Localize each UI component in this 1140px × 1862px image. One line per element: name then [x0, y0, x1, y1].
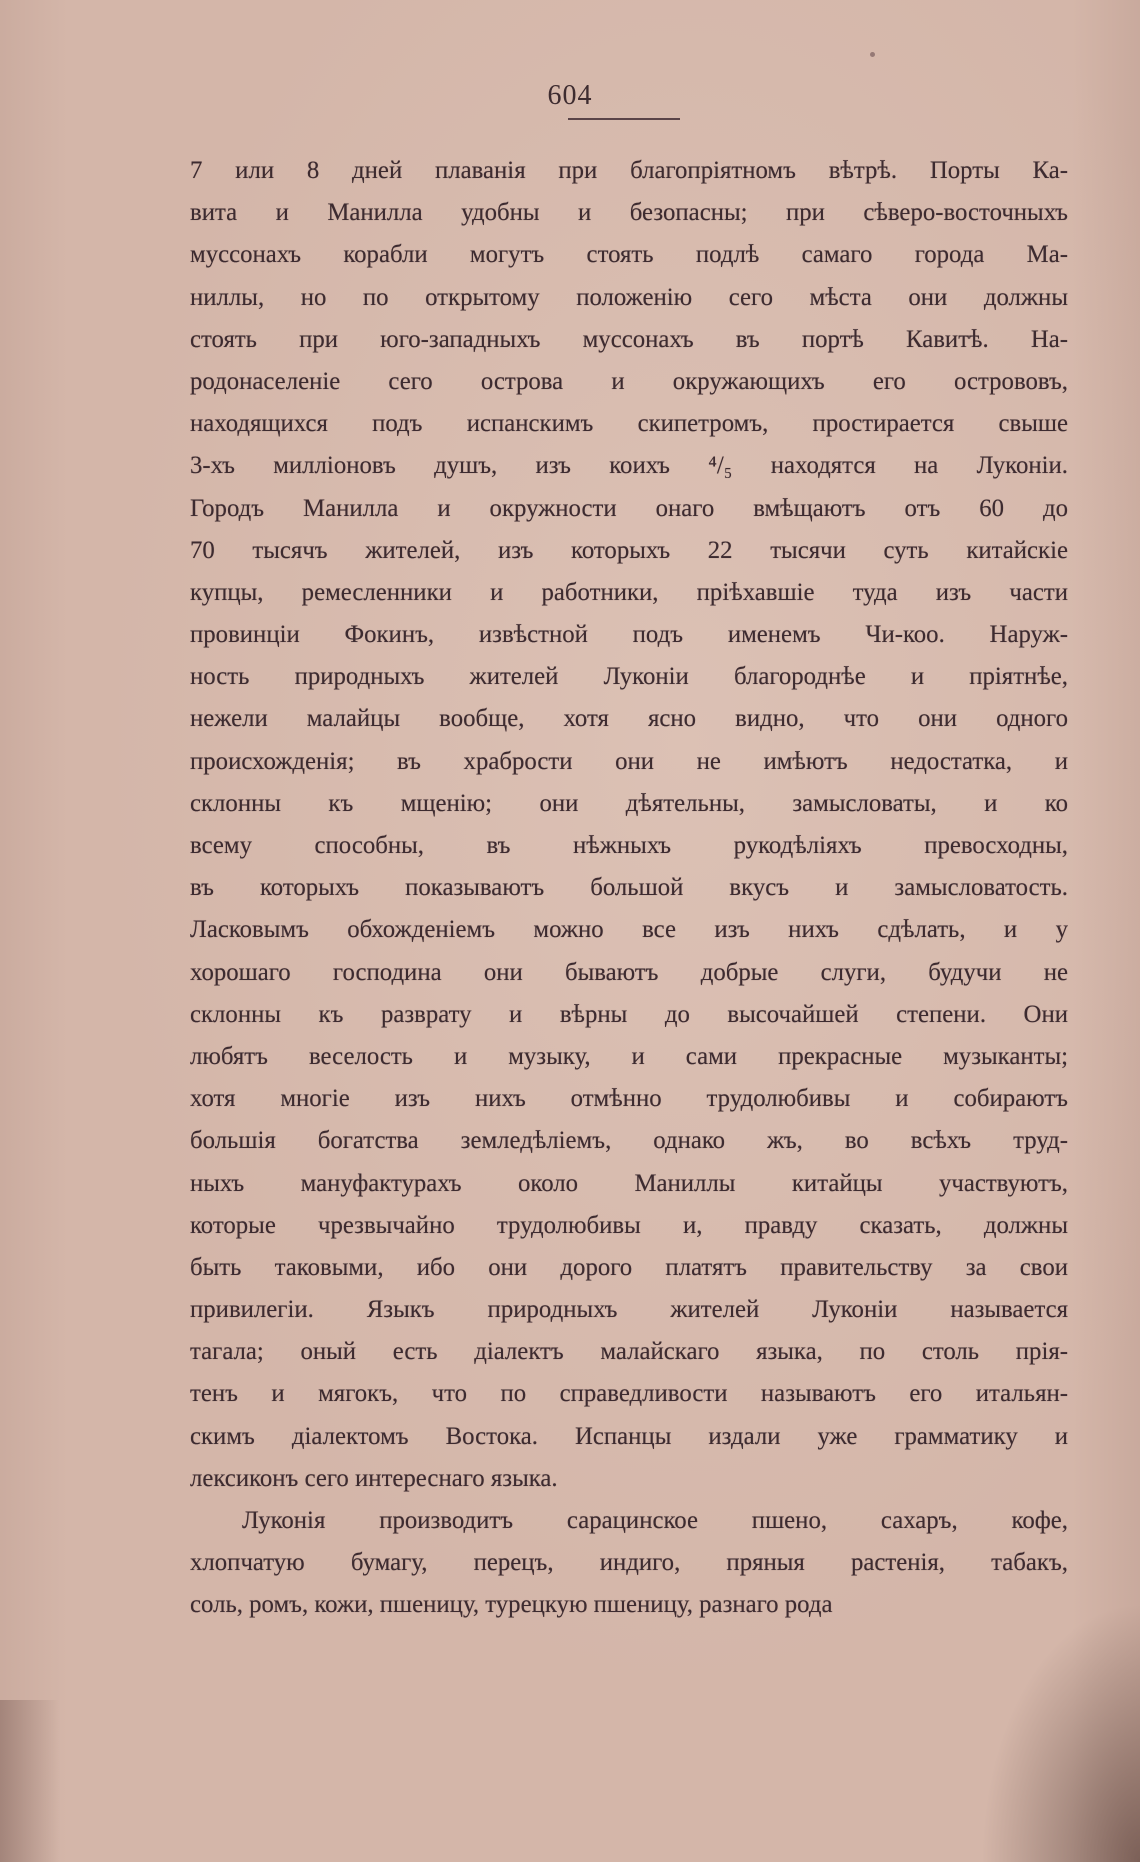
text-line: ныхъ мануфактурахъ около Маниллы китайцы участвуютъ, [190, 1169, 1068, 1197]
ink-speck [870, 52, 875, 57]
text-line: 7 или 8 дней плаванія при благопріятномъ вѣтрѣ. Порты Ка- [190, 157, 1068, 184]
text-line: любятъ веселость и музыку, и сами прекрасные музыканты; [190, 1042, 1068, 1070]
text-line: которые чрезвычайно трудолюбивы и, правду сказать, должны [190, 1211, 1068, 1239]
text-line: быть таковыми, ибо они дорого платятъ правительству за свои [190, 1253, 1068, 1281]
page-corner-shadow [980, 1602, 1140, 1862]
text-line: лексиконъ сего интереснаго языка. [190, 1464, 558, 1492]
paragraph [190, 150, 1068, 1500]
text-line: склонны къ мщенію; они дѣятельны, замысловаты, и ко [190, 789, 1068, 817]
paragraph [190, 1500, 1068, 1627]
text-line: Городъ Манилла и окружности онаго вмѣщаютъ отъ 60 до [190, 494, 1068, 522]
text-line: провинціи Фокинъ, извѣстной подъ именемъ Чи-коо. Наруж- [190, 621, 1068, 649]
text-line: большія богатства земледѣліемъ, однако жъ, во всѣхъ труд- [190, 1127, 1068, 1155]
text-line: соль, ромъ, кожи, пшеницу, турецкую пшеницу, разнаго рода [190, 1591, 833, 1619]
text-line: 3-хъ милліоновъ душъ, изъ коихъ ⁴/₅ находятся на Луконіи. [190, 452, 1068, 480]
text-line: тагала; оный есть діалектъ малайскаго языка, по столь прія- [190, 1338, 1068, 1366]
text-line: всему способны, въ нѣжныхъ рукодѣліяхъ превосходны, [190, 832, 1068, 859]
text-line: хорошаго господина они бываютъ добрые слуги, будучи не [190, 958, 1068, 986]
text-line: привилегіи. Языкъ природныхъ жителей Луконіи называется [190, 1296, 1068, 1324]
text-line: происхожденія; въ храбрости они не имѣютъ недостатка, и [190, 747, 1068, 775]
body-text [190, 150, 1068, 1627]
text-line: ниллы, но по открытому положенію сего мѣста они должны [190, 283, 1068, 311]
text-line: стоять при юго-западныхъ муссонахъ въ портѣ Кавитѣ. На- [190, 325, 1068, 353]
text-line: 70 тысячъ жителей, изъ которыхъ 22 тысячи суть китайскіе [190, 536, 1068, 564]
text-line: хотя многіе изъ нихъ отмѣнно трудолюбивы и собираютъ [190, 1085, 1068, 1113]
page-edge-shadow [0, 1700, 60, 1862]
text-line: купцы, ремесленники и работники, пріѣхавшіе туда изъ части [190, 578, 1068, 606]
text-line: вита и Манилла удобны и безопасны; при сѣверо-восточныхъ [190, 199, 1068, 227]
text-line: муссонахъ корабли могутъ стоять подлѣ самаго города Ма- [190, 241, 1068, 269]
text-line: въ которыхъ показываютъ большой вкусъ и замысловатость. [190, 874, 1068, 902]
text-line: Ласковымъ обхожденіемъ можно все изъ нихъ сдѣлать, и у [190, 916, 1068, 944]
text-line: тенъ и мягокъ, что по справедливости называютъ его итальян- [190, 1380, 1068, 1408]
page-number: 604 [547, 80, 593, 111]
text-line: находящихся подъ испанскимъ скипетромъ, простирается свыше [190, 410, 1068, 438]
text-line: родонаселеніе сего острова и окружающихъ его острововъ, [190, 367, 1068, 395]
text-line: ность природныхъ жителей Луконіи благороднѣе и пріятнѣе, [190, 663, 1068, 691]
text-line: нежели малайцы вообще, хотя ясно видно, что они одного [190, 705, 1068, 733]
page-number-rule [568, 118, 680, 120]
text-line: скимъ діалектомъ Востока. Испанцы издали уже грамматику и [190, 1422, 1068, 1450]
text-line: склонны къ разврату и вѣрны до высочайшей степени. Они [190, 1000, 1068, 1028]
text-line: хлопчатую бумагу, перецъ, индиго, пряныя растенія, табакъ, [190, 1549, 1068, 1577]
text-line: Луконія производитъ сарацинское пшено, сахаръ, кофе, [242, 1507, 1068, 1534]
